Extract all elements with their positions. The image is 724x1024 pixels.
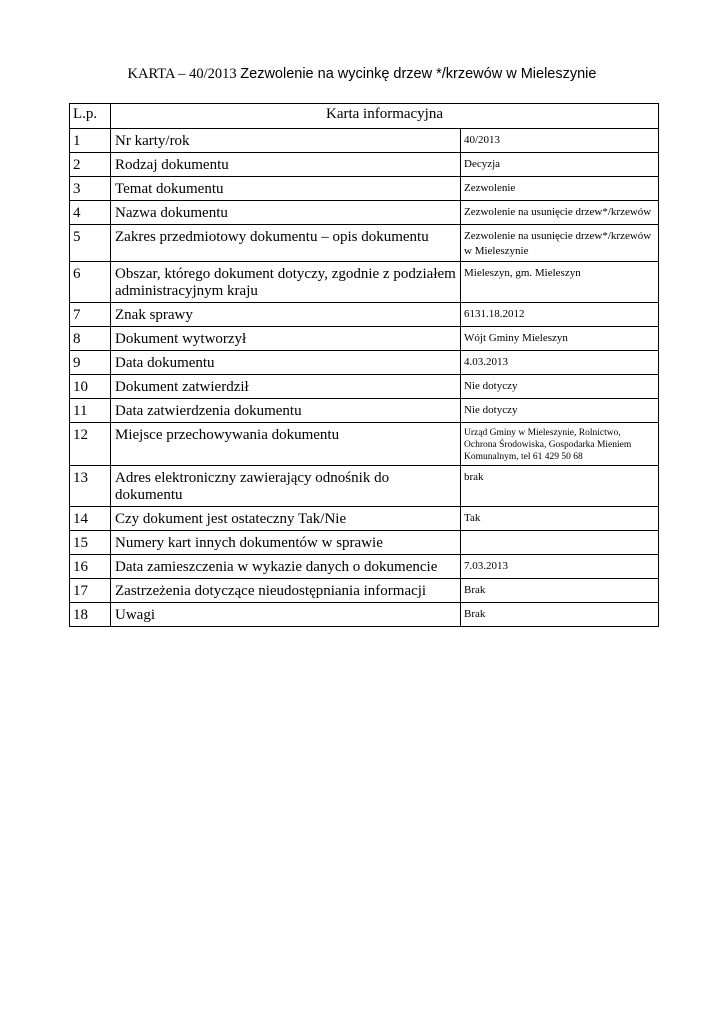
row-value: Wójt Gminy Mieleszyn (461, 327, 659, 351)
table-row (70, 531, 659, 555)
row-value: Brak (461, 579, 659, 603)
row-label: Miejsce przechowywania dokumentu (111, 423, 461, 466)
table-row (70, 399, 659, 423)
row-value: brak (461, 466, 659, 507)
row-label: Uwagi (111, 603, 461, 627)
row-value: Tak (461, 507, 659, 531)
row-number: 3 (70, 177, 111, 201)
row-label: Adres elektroniczny zawierający odnośnik do dokumentu (111, 466, 461, 507)
table-row (70, 225, 659, 262)
row-label: Data zatwierdzenia dokumentu (111, 399, 461, 423)
table-row (70, 303, 659, 327)
table-row (70, 129, 659, 153)
table-row (70, 375, 659, 399)
title-prefix: KARTA – 40/2013 (127, 66, 241, 82)
row-value: 4.03.2013 (461, 351, 659, 375)
row-label: Rodzaj dokumentu (111, 153, 461, 177)
row-number: 12 (70, 423, 111, 466)
row-value: Decyzja (461, 153, 659, 177)
table-row (70, 351, 659, 375)
row-value: Zezwolenie (461, 177, 659, 201)
header-lp: L.p. (70, 104, 111, 129)
row-value: 40/2013 (461, 129, 659, 153)
row-number: 6 (70, 262, 111, 303)
row-value: 7.03.2013 (461, 555, 659, 579)
table-row (70, 153, 659, 177)
row-label: Dokument zatwierdził (111, 375, 461, 399)
table-row (70, 262, 659, 303)
table-row (70, 507, 659, 531)
row-number: 13 (70, 466, 111, 507)
row-number: 10 (70, 375, 111, 399)
page-title (0, 66, 724, 83)
title-text: Zezwolenie na wycinkę drzew */krzewów w Mieleszynie (240, 66, 597, 82)
row-number: 11 (70, 399, 111, 423)
row-number: 5 (70, 225, 111, 262)
row-value: Brak (461, 603, 659, 627)
row-value: Urząd Gminy w Mieleszynie, Rolnictwo, Ochrona Środowiska, Gospodarka Mieniem Komunalnym, tel 61 429 50 68 (461, 423, 659, 466)
row-label: Obszar, którego dokument dotyczy, zgodnie z podziałem administracyjnym kraju (111, 262, 461, 303)
row-number: 4 (70, 201, 111, 225)
table-header-row (70, 104, 659, 129)
row-number: 15 (70, 531, 111, 555)
row-number: 8 (70, 327, 111, 351)
table-row (70, 603, 659, 627)
row-number: 2 (70, 153, 111, 177)
row-number: 1 (70, 129, 111, 153)
row-label: Czy dokument jest ostateczny Tak/Nie (111, 507, 461, 531)
row-value: Zezwolenie na usunięcie drzew*/krzewów (461, 201, 659, 225)
row-value: 6131.18.2012 (461, 303, 659, 327)
table-row (70, 327, 659, 351)
row-label: Nazwa dokumentu (111, 201, 461, 225)
row-label: Numery kart innych dokumentów w sprawie (111, 531, 461, 555)
row-label: Data dokumentu (111, 351, 461, 375)
row-value: Zezwolenie na usunięcie drzew*/krzewów w Mieleszynie (461, 225, 659, 262)
row-number: 7 (70, 303, 111, 327)
table-row (70, 579, 659, 603)
row-label: Zakres przedmiotowy dokumentu – opis dokumentu (111, 225, 461, 262)
row-label: Data zamieszczenia w wykazie danych o dokumencie (111, 555, 461, 579)
row-value: Nie dotyczy (461, 399, 659, 423)
row-value: Nie dotyczy (461, 375, 659, 399)
row-number: 16 (70, 555, 111, 579)
row-label: Zastrzeżenia dotyczące nieudostępniania informacji (111, 579, 461, 603)
row-number: 9 (70, 351, 111, 375)
table-row (70, 177, 659, 201)
info-table (69, 103, 659, 627)
row-label: Nr karty/rok (111, 129, 461, 153)
row-number: 18 (70, 603, 111, 627)
table-row (70, 423, 659, 466)
row-value (461, 531, 659, 555)
row-value: Mieleszyn, gm. Mieleszyn (461, 262, 659, 303)
row-label: Znak sprawy (111, 303, 461, 327)
table-row (70, 466, 659, 507)
header-info: Karta informacyjna (111, 104, 659, 129)
row-number: 17 (70, 579, 111, 603)
table-row (70, 201, 659, 225)
row-label: Dokument wytworzył (111, 327, 461, 351)
row-number: 14 (70, 507, 111, 531)
table-row (70, 555, 659, 579)
row-label: Temat dokumentu (111, 177, 461, 201)
